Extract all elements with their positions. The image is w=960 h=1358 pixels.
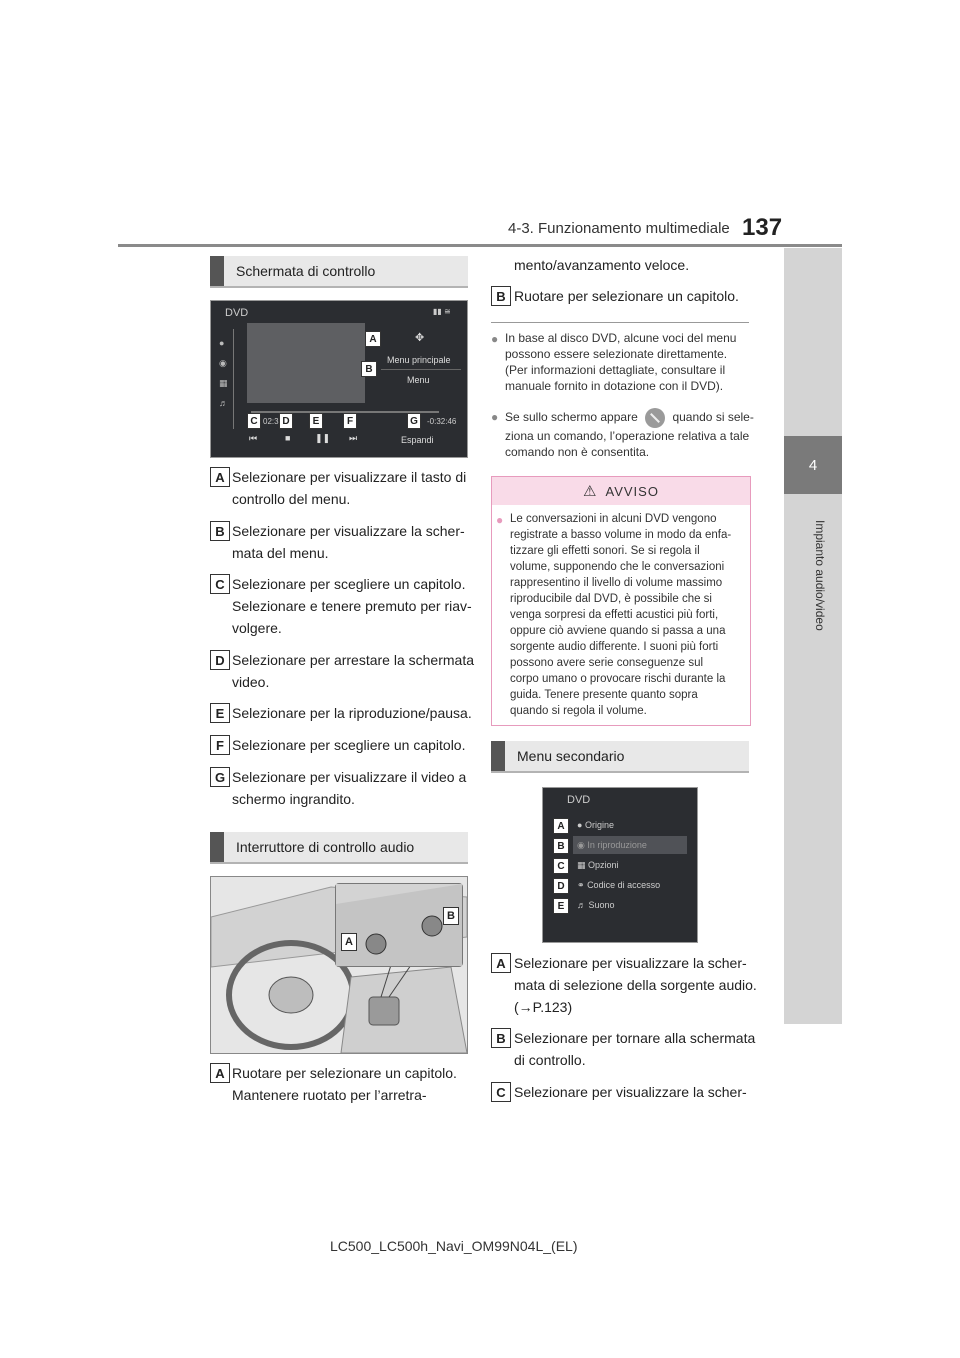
options-icon: ▦: [577, 860, 586, 870]
header-rule: [118, 244, 842, 247]
source-icon[interactable]: ●: [219, 338, 225, 348]
bullet-2: [505, 408, 754, 460]
callout-a: A: [365, 331, 381, 347]
item-line: Selezionare per visualizzare la scher-: [514, 955, 747, 971]
warning-line: guida. Tenere presente quanto sopra: [510, 689, 698, 701]
menu-screen-title: DVD: [567, 794, 591, 806]
move-icon[interactable]: ✥: [415, 332, 425, 344]
item-letter: B: [491, 286, 511, 306]
item-letter: C: [491, 1082, 511, 1102]
warning-bullet: ●: [496, 513, 504, 527]
pause-icon[interactable]: ❚❚: [315, 433, 331, 443]
warning-line: Le conversazioni in alcuni DVD vengono: [510, 513, 717, 525]
status-icons: ▮▮ ≅: [433, 307, 451, 316]
item-a2-text: [232, 1062, 457, 1106]
bullet-line: manuale fornito in dotazione con il DVD).: [505, 379, 724, 393]
bullet-line: (Per informazioni dettagliate, consultare il: [505, 363, 726, 377]
menu-item-label: Suono: [588, 900, 615, 910]
time-elapsed: 02:3: [263, 417, 279, 426]
audio-switch-illustration: [210, 876, 468, 1054]
heading-bar: [210, 256, 224, 286]
item-letter: A: [210, 467, 230, 487]
heading-text: Schermata di controllo: [236, 263, 376, 279]
callout-g: G: [407, 413, 421, 429]
bullet-line: comando non è consentita.: [505, 445, 650, 459]
menu-item-label: Codice di accesso: [587, 880, 661, 890]
source-icon: ●: [577, 820, 583, 830]
bullet-dot: ●: [491, 332, 499, 346]
bullet-1: [505, 330, 736, 394]
item-letter: C: [210, 574, 230, 594]
menu-callout-d: D: [553, 878, 569, 894]
bullet-line: quando si sele-: [672, 410, 754, 425]
menu-item-codice[interactable]: [577, 880, 660, 891]
stop-icon[interactable]: ■: [285, 433, 291, 443]
warning-line: oppure ciò avviene quando si passa a una: [510, 625, 726, 637]
footer-model-code: LC500_LC500h_Navi_OM99N04L_(EL): [330, 1238, 578, 1254]
prohibited-icon: [645, 408, 665, 428]
item-line: Selezionare per scegliere un capitolo.: [232, 576, 466, 592]
warning-line: tizzare gli effetti sonori. Se si regola il: [510, 545, 700, 557]
next-icon[interactable]: ⏭: [349, 433, 358, 443]
menu-callout-a: A: [553, 818, 569, 834]
bullet-dot: ●: [491, 410, 499, 424]
photo-callout-b: B: [443, 907, 459, 925]
heading-text: Menu secondario: [517, 748, 625, 764]
item-line: schermo ingrandito.: [232, 791, 355, 807]
menu-callout-b: B: [553, 838, 569, 854]
separator: [491, 322, 749, 323]
warning-text: [510, 511, 731, 719]
page-number: 137: [742, 214, 783, 241]
item-letter: F: [210, 735, 230, 755]
sound-icon: ♬: [577, 900, 586, 910]
menu-item-suono[interactable]: [577, 900, 615, 910]
item-line: mata del menu.: [232, 545, 329, 561]
item-letter: B: [491, 1028, 511, 1048]
video-area[interactable]: [247, 323, 365, 403]
item-line: Selezionare per tornare alla schermata: [514, 1030, 756, 1046]
prev-icon[interactable]: ⏮: [249, 433, 258, 443]
chapter-label: [783, 520, 843, 670]
chapter-label-text: Impianto audio/video: [813, 520, 827, 631]
item-g-text: [232, 766, 466, 810]
warning-header: [492, 477, 750, 505]
menu-callout-c: C: [553, 858, 569, 874]
warning-line: registrate a basso volume in modo da enfa-: [510, 529, 732, 541]
dvd-control-screen: [210, 300, 468, 458]
screen-title: DVD: [225, 307, 249, 319]
warning-line: possono avere serie conseguenze sul: [510, 657, 704, 669]
playing-icon: ◉: [577, 840, 585, 850]
item-line: Selezionare per visualizzare il video a: [232, 769, 467, 785]
item-line: volgere.: [232, 620, 282, 636]
inset-closeup: [335, 883, 463, 967]
warning-line: volume, supponendo che le conversazioni: [510, 561, 725, 573]
menu-item-opzioni[interactable]: [577, 860, 619, 871]
item-line: controllo del menu.: [232, 491, 351, 507]
screen-side-icons: [219, 333, 231, 413]
warning-line: corpo umano o provocare rischi durante la: [510, 673, 726, 685]
heading-schermata: [210, 256, 468, 288]
warning-box: [491, 476, 751, 726]
warning-icon: ⚠: [583, 483, 598, 500]
item-line: Selezionare e tenere premuto per riav-: [232, 598, 472, 614]
item-letter: D: [210, 650, 230, 670]
chapter-tab: 4: [784, 436, 842, 494]
item-letter: G: [210, 767, 230, 787]
item-e-text: Selezionare per la riproduzione/pausa.: [232, 705, 472, 721]
heading-bar: [210, 832, 224, 862]
callout-b: B: [361, 361, 377, 377]
warning-line: quando si regola il volume.: [510, 705, 647, 717]
menu-divider: [381, 369, 461, 370]
menu-item-label: In riproduzione: [587, 840, 647, 850]
heading-menu-secondario: [491, 741, 749, 773]
item-letter: B: [210, 521, 230, 541]
item-line: (→P.123): [514, 999, 573, 1015]
menu-item-label: Opzioni: [588, 860, 619, 870]
menu-item-c-text: Selezionare per visualizzare la scher-: [514, 1084, 747, 1100]
dvd-menu-screen: [542, 787, 698, 943]
sound-icon[interactable]: ♬: [219, 398, 228, 408]
item-line: Ruotare per selezionare un capitolo.: [232, 1065, 457, 1081]
menu-button[interactable]: Menu: [407, 375, 430, 385]
bullet-line: In base al disco DVD, alcune voci del menu: [505, 331, 737, 345]
warning-line: venga sorpresi da effetti acustici più forti,: [510, 609, 719, 621]
warning-line: sorgente audio differente. I suoni più forti: [510, 641, 719, 653]
item-f-text: Selezionare per scegliere un capitolo.: [232, 737, 466, 753]
warning-line: riproducibile dal DVD, è possibile che si: [510, 593, 712, 605]
item-line: di controllo.: [514, 1052, 586, 1068]
menu-item-a-text: [514, 952, 757, 1018]
item-line: mata di selezione della sorgente audio.: [514, 977, 757, 993]
espandi-button[interactable]: Espandi: [401, 435, 434, 445]
heading-interruttore: [210, 832, 468, 864]
callout-e: E: [309, 413, 323, 429]
item-line: video.: [232, 674, 270, 690]
screen-divider: [233, 329, 234, 429]
menu-item-riproduzione[interactable]: [577, 840, 647, 851]
menu-item-origine[interactable]: [577, 820, 614, 830]
item-letter: A: [210, 1063, 230, 1083]
key-icon: ⚭: [577, 880, 585, 890]
menu-item-label: Origine: [584, 820, 614, 830]
menu-item-b-text: [514, 1027, 755, 1071]
time-remaining: -0:32:46: [427, 417, 457, 426]
item-line: Selezionare per visualizzare la scher-: [232, 523, 465, 539]
continued-text: mento/avanzamento veloce.: [514, 257, 690, 273]
photo-callout-a: A: [341, 933, 357, 951]
menu-callout-e: E: [553, 898, 569, 914]
callout-d: D: [279, 413, 293, 429]
heading-bar: [491, 741, 505, 771]
heading-text: Interruttore di controllo audio: [236, 839, 415, 855]
item-line: Mantenere ruotato per l’arretra-: [232, 1087, 427, 1103]
bullet-line: Se sullo schermo appare: [505, 410, 638, 425]
warning-line: rappresentino il livello di volume massimo: [510, 577, 723, 589]
item-c-text: [232, 573, 472, 639]
bullet-line: ziona un comando, l’operazione relativa a tale: [505, 429, 750, 443]
warning-title: AVVISO: [605, 483, 659, 499]
menu-principale-button[interactable]: Menu principale: [387, 355, 451, 365]
item-b2-text: Ruotare per selezionare un capitolo.: [514, 288, 739, 304]
item-b-text: [232, 520, 465, 564]
playing-icon[interactable]: ◉: [219, 358, 227, 368]
callout-c: C: [247, 413, 261, 429]
options-icon[interactable]: ▦: [219, 378, 228, 388]
item-a-text: [232, 466, 466, 510]
item-letter: A: [491, 953, 511, 973]
side-rule-top: [784, 248, 842, 436]
callout-f: F: [343, 413, 357, 429]
item-line: Selezionare per visualizzare il tasto di: [232, 469, 467, 485]
item-letter: E: [210, 703, 230, 723]
item-line: Selezionare per arrestare la schermata: [232, 652, 475, 668]
section-title: 4-3. Funzionamento multimediale: [508, 220, 730, 237]
inset-drawing: [336, 884, 462, 966]
bullet-line: possono essere selezionate direttamente.: [505, 347, 728, 361]
item-d-text: [232, 649, 474, 693]
